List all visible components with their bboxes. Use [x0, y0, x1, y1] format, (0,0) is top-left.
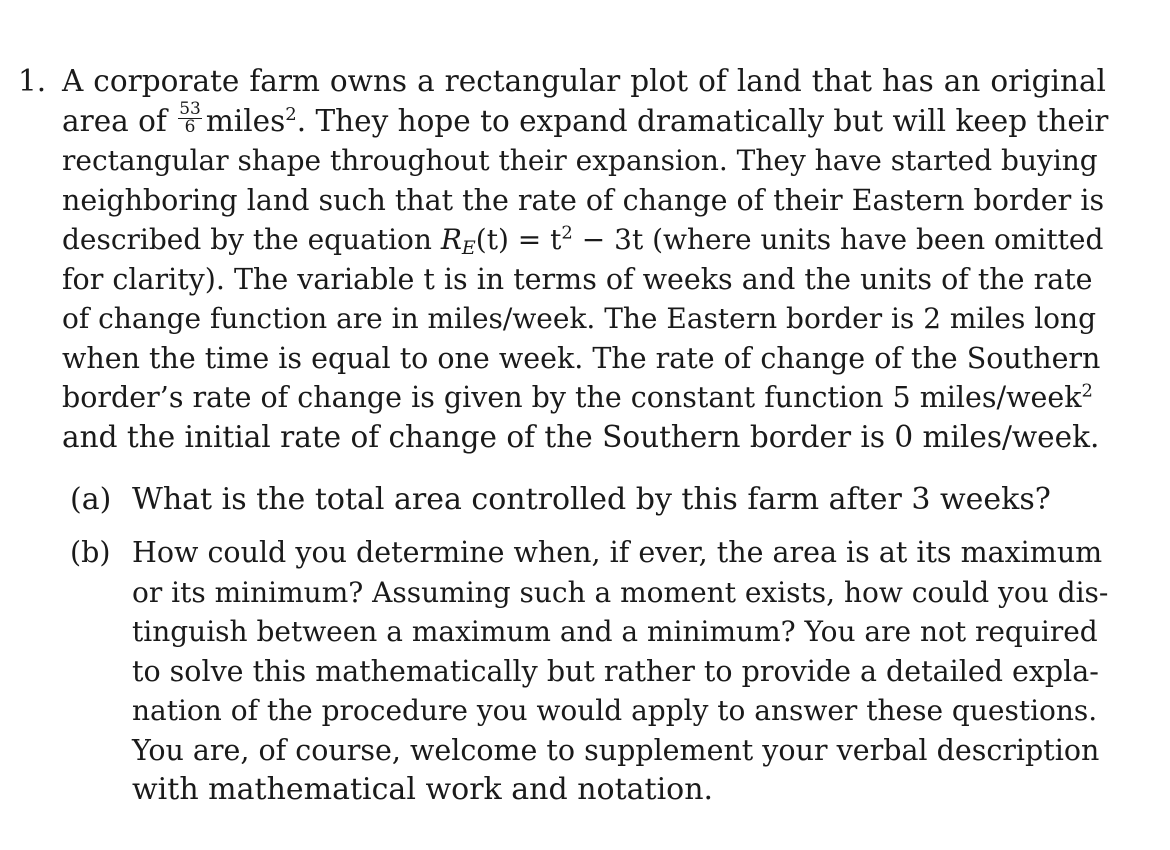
problem-line — [18, 299, 1108, 339]
week-exponent: 2 — [1081, 380, 1093, 402]
problem-line — [18, 378, 1108, 418]
equation-subscript: E — [461, 237, 476, 259]
equation-r: R — [440, 223, 462, 256]
problem-line — [18, 260, 1108, 300]
part-b-line — [70, 612, 1110, 652]
part-a — [70, 480, 1110, 520]
part-b-line — [70, 573, 1110, 613]
part-a-line — [70, 480, 1110, 520]
equation-rest: − 3t (where units have been omitted — [572, 223, 1104, 256]
miles-unit: miles — [205, 103, 286, 138]
area-fraction — [178, 101, 202, 136]
part-b-line — [70, 691, 1110, 731]
equation-body: (t) = t — [475, 223, 562, 256]
problem-text-segment: described by the equation — [62, 223, 432, 256]
part-b-text-line: How could you determine when, if ever, the area is at its maximum — [132, 536, 1103, 569]
fraction-numerator: 53 — [179, 99, 201, 119]
part-b-text-line: with mathematical work and notation. — [132, 772, 714, 807]
part-a-text: What is the total area controlled by this farm after 3 weeks? — [132, 482, 1051, 517]
fraction-denominator: 6 — [184, 117, 196, 137]
problem-text-line: and the initial rate of change of the Southern border is 0 miles/week. — [62, 419, 1100, 454]
part-b-line — [70, 770, 1110, 810]
part-b-line — [70, 533, 1110, 573]
area-of-text: area of — [62, 103, 167, 138]
part-b-text-line: You are, of course, welcome to supplement your verbal description — [132, 733, 1100, 767]
equation — [440, 222, 1104, 259]
part-b-line — [70, 652, 1110, 692]
problem-text-line: neighboring land such that the rate of change of their Eastern border is — [62, 183, 1105, 217]
part-b-text-line: tinguish between a maximum and a minimum? You are not required — [132, 615, 1098, 648]
problem-1 — [18, 62, 1108, 457]
part-b-text-line: or its minimum? Assuming such a moment exists, how could you dis- — [132, 575, 1109, 609]
problem-line — [18, 339, 1108, 379]
problem-text-segment: . They hope to expand dramatically but will keep their — [296, 103, 1109, 138]
part-b-text-line: to solve this mathematically but rather to provide a detailed expla- — [132, 654, 1099, 688]
problem-text-line: A corporate farm owns a rectangular plot of land that has an original — [62, 64, 1106, 98]
problem-text-line: of change function are in miles/week. The Eastern border is 2 miles long — [62, 302, 1096, 335]
problem-line — [18, 62, 1108, 102]
part-b-text-line: nation of the procedure you would apply to answer these questions. — [132, 694, 1098, 727]
part-a-label: (a) — [70, 482, 112, 517]
part-b — [70, 533, 1110, 810]
problem-line — [18, 418, 1108, 458]
problem-text-segment: border’s rate of change is given by the constant function 5 miles/week — [62, 381, 1082, 414]
problem-line — [18, 99, 1109, 142]
part-b-line — [70, 731, 1110, 771]
problem-text-line: for clarity). The variable t is in terms of weeks and the units of the rate — [62, 262, 1093, 296]
problem-line — [18, 141, 1108, 181]
equation-exponent: 2 — [561, 222, 573, 244]
problem-number: 1. — [18, 64, 47, 98]
problem-text-line: rectangular shape throughout their expansion. They have started buying — [62, 144, 1098, 177]
problem-line — [18, 181, 1108, 221]
miles-exponent: 2 — [285, 103, 297, 125]
part-b-label: (b) — [70, 536, 111, 569]
problem-text-line: when the time is equal to one week. The rate of change of the Southern — [62, 341, 1101, 375]
problem-line — [18, 220, 1108, 260]
